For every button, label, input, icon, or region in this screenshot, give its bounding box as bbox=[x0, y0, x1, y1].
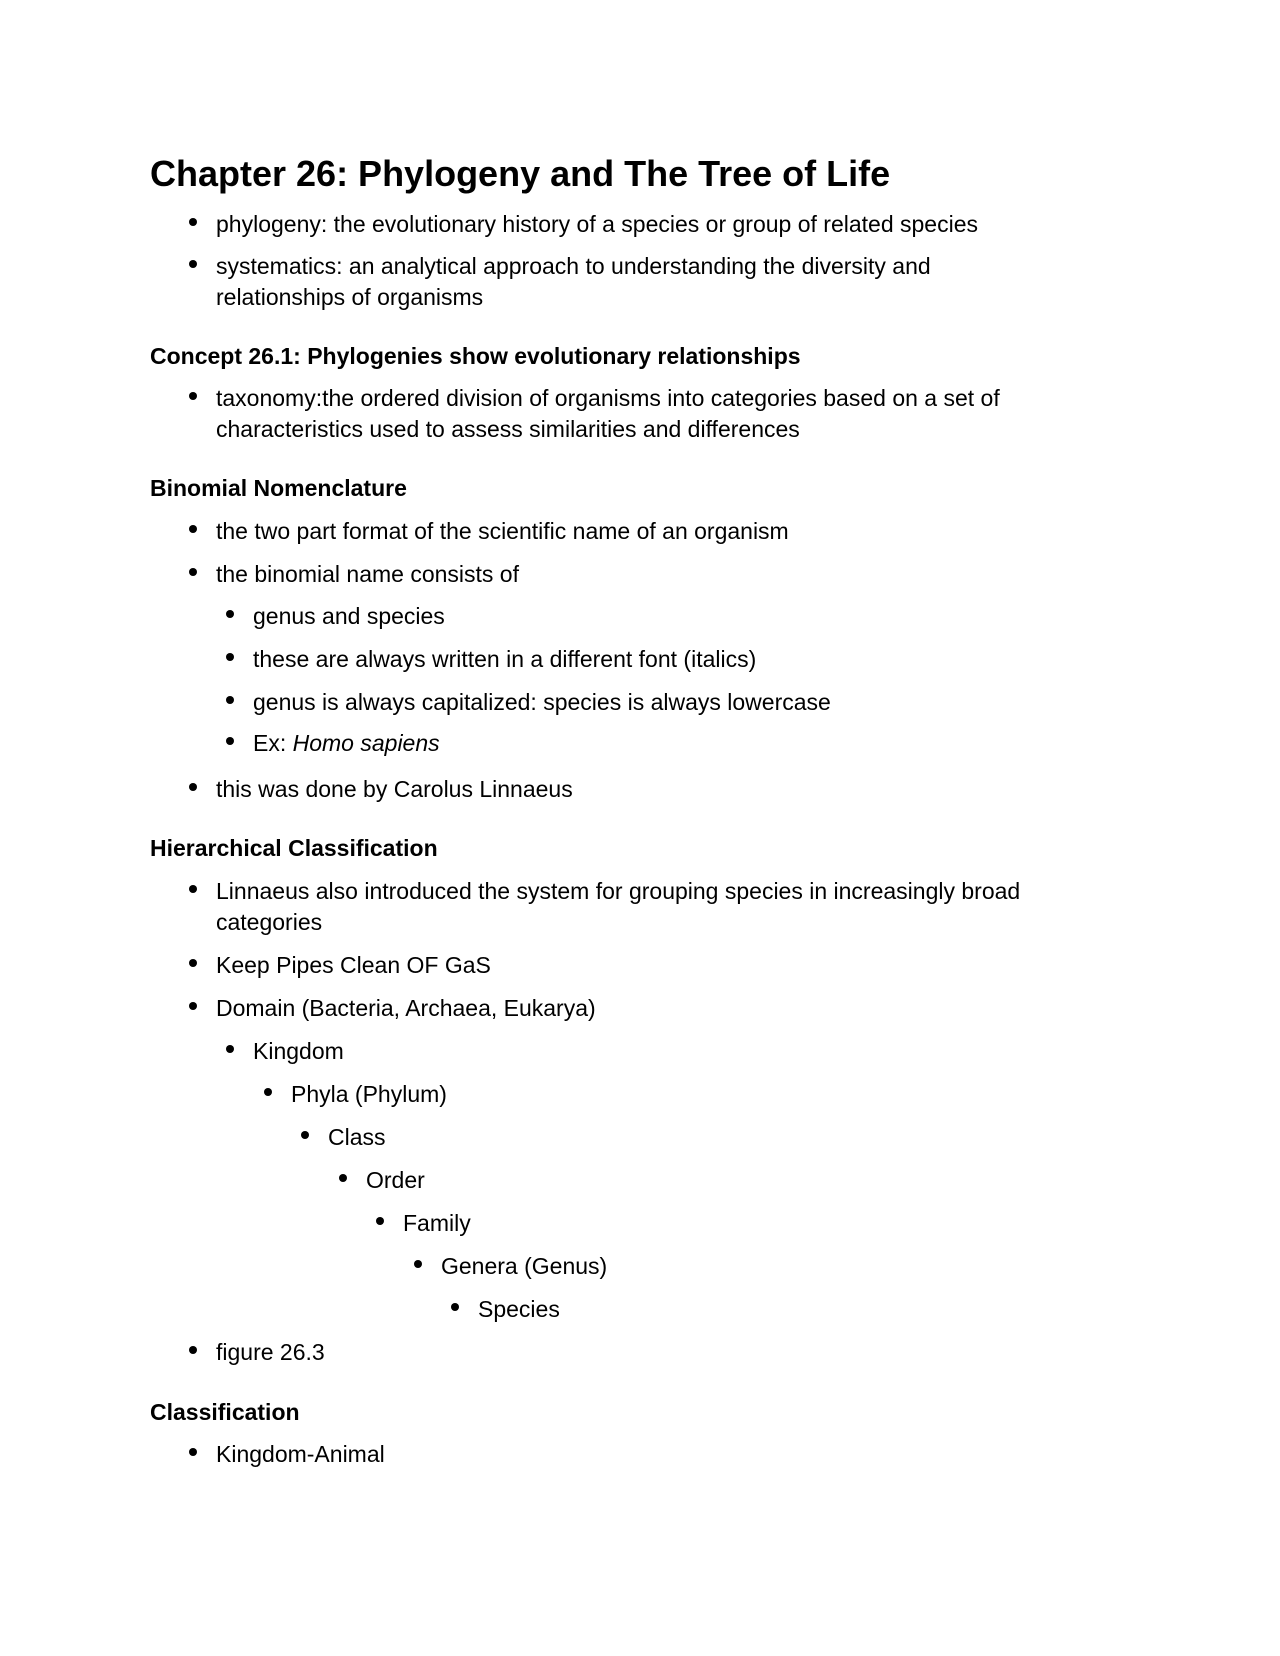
list-item: Kingdom-Animal bbox=[216, 1439, 385, 1470]
section-heading-binomial: Binomial Nomenclature bbox=[150, 475, 407, 501]
hierarchy-level-phylum: Phyla (Phylum) bbox=[291, 1079, 447, 1110]
list-item: this was done by Carolus Linnaeus bbox=[216, 774, 573, 805]
list-item: Keep Pipes Clean OF GaS bbox=[216, 950, 491, 981]
hierarchy-level-species: Species bbox=[478, 1294, 560, 1325]
hierarchy-level-genus: Genera (Genus) bbox=[441, 1251, 607, 1282]
sub-list-item: genus and species bbox=[253, 601, 445, 632]
list-item: Domain (Bacteria, Archaea, Eukarya) bbox=[216, 993, 596, 1024]
page-title: Chapter 26: Phylogeny and The Tree of Life bbox=[150, 153, 891, 194]
sub-list-item-example bbox=[253, 728, 440, 759]
list-item: Linnaeus also introduced the system for grouping species in increasingly broad categories bbox=[216, 876, 1116, 938]
example-species-name: Homo sapiens bbox=[292, 730, 440, 756]
sub-list-item: genus is always capitalized: species is always lowercase bbox=[253, 687, 831, 718]
list-item: the two part format of the scientific name of an organism bbox=[216, 516, 789, 547]
hierarchy-level-family: Family bbox=[403, 1208, 471, 1239]
hierarchy-level-order: Order bbox=[366, 1165, 425, 1196]
list-item: phylogeny: the evolutionary history of a species or group of related species bbox=[216, 209, 978, 240]
section-heading-classification: Classification bbox=[150, 1399, 300, 1425]
hierarchy-level-kingdom: Kingdom bbox=[253, 1036, 344, 1067]
list-item: systematics: an analytical approach to understanding the diversity and relationships of organisms bbox=[216, 251, 1056, 313]
section-heading-concept: Concept 26.1: Phylogenies show evolutionary relationships bbox=[150, 343, 801, 369]
list-item: the binomial name consists of bbox=[216, 559, 519, 590]
list-item: taxonomy:the ordered division of organisms into categories based on a set of characteristics used to assess similarities and differences bbox=[216, 383, 1096, 445]
list-item: figure 26.3 bbox=[216, 1337, 325, 1368]
hierarchy-level-class: Class bbox=[328, 1122, 386, 1153]
sub-list-item: these are always written in a different font (italics) bbox=[253, 644, 756, 675]
example-prefix: Ex: bbox=[253, 730, 293, 756]
section-heading-hierarchy: Hierarchical Classification bbox=[150, 835, 438, 861]
